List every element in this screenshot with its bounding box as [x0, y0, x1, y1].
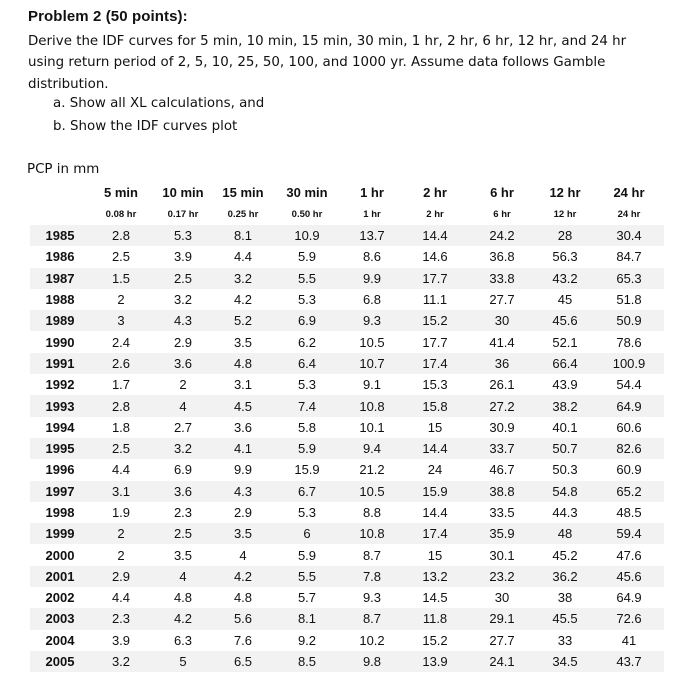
value-cell: 33.5 [489, 505, 515, 520]
value-cell: 3.5 [233, 526, 253, 542]
value-cell: 1.5 [111, 270, 131, 286]
value-cell: 5.9 [297, 547, 317, 563]
value-cell: 13.7 [359, 228, 385, 244]
value-cell: 1.9 [111, 505, 131, 520]
value-cell: 3.9 [111, 632, 131, 648]
year-cell: 2003 [45, 611, 75, 627]
value-cell: 43.7 [616, 654, 642, 670]
value-cell: 17.7 [422, 334, 448, 350]
duration-hours-header: 6 hr [493, 209, 511, 220]
value-cell: 10.5 [359, 334, 385, 350]
table-row [30, 459, 664, 480]
year-cell: 1991 [45, 355, 75, 371]
value-cell: 11.1 [422, 292, 448, 308]
value-cell: 5.5 [297, 568, 317, 584]
table-row [30, 502, 664, 523]
year-cell: 1985 [45, 228, 75, 244]
year-cell: 2004 [45, 632, 75, 648]
year-cell: 1993 [45, 398, 75, 414]
value-cell: 30.4 [616, 228, 642, 244]
value-cell: 100.9 [612, 355, 646, 371]
problem-statement [28, 31, 668, 95]
value-cell: 60.9 [616, 462, 642, 478]
table-row [30, 331, 664, 352]
value-cell: 27.7 [489, 292, 515, 308]
duration-header: 5 min [104, 184, 138, 200]
value-cell: 50.3 [552, 462, 578, 478]
duration-hours-row [30, 204, 664, 225]
value-cell: 2.5 [111, 441, 131, 457]
value-cell: 6.5 [233, 654, 253, 670]
value-cell: 5.9 [297, 441, 317, 457]
year-cell: 1989 [45, 313, 75, 329]
value-cell: 3.5 [173, 547, 193, 563]
value-cell: 14.5 [422, 590, 448, 606]
value-cell: 43.2 [552, 270, 578, 286]
value-cell: 9.3 [362, 313, 382, 329]
table-row [30, 395, 664, 416]
value-cell: 2.7 [173, 419, 193, 435]
year-cell: 1992 [45, 377, 75, 393]
value-cell: 4.3 [173, 313, 193, 329]
value-cell: 14.4 [422, 441, 448, 457]
year-cell: 1996 [45, 462, 75, 478]
value-cell: 54.8 [552, 483, 578, 499]
table-row [30, 523, 664, 544]
value-cell: 2.9 [173, 334, 193, 350]
value-cell: 4.8 [173, 590, 193, 606]
value-cell: 9.9 [233, 462, 253, 478]
value-cell: 3.1 [111, 483, 131, 499]
value-cell: 44.3 [552, 505, 578, 520]
value-cell: 6.7 [297, 483, 317, 499]
value-cell: 56.3 [552, 249, 578, 265]
value-cell: 45.6 [552, 313, 578, 329]
table-row [30, 374, 664, 395]
value-cell: 10.8 [359, 398, 385, 414]
value-cell: 4.2 [233, 568, 253, 584]
value-cell: 38.8 [489, 483, 515, 499]
value-cell: 2 [179, 377, 187, 393]
year-cell: 2001 [45, 568, 75, 584]
year-cell: 1998 [45, 505, 75, 520]
value-cell: 14.4 [422, 228, 448, 244]
value-cell: 45.2 [552, 547, 578, 563]
task-item-a: a. Show all XL calculations, and [53, 96, 265, 111]
value-cell: 3.9 [173, 249, 193, 265]
duration-header-row [30, 180, 664, 204]
value-cell: 15.2 [422, 632, 448, 648]
precipitation-table [30, 180, 664, 672]
value-cell: 2.9 [233, 505, 253, 520]
value-cell: 2 [117, 526, 125, 542]
value-cell: 41 [621, 632, 637, 648]
task-item-b: b. Show the IDF curves plot [53, 119, 238, 134]
table-row [30, 310, 664, 331]
value-cell: 38.2 [552, 398, 578, 414]
value-cell: 8.1 [297, 611, 317, 627]
value-cell: 2.8 [111, 228, 131, 244]
value-cell: 82.6 [616, 441, 642, 457]
year-cell: 1999 [45, 526, 75, 542]
value-cell: 6.4 [297, 355, 317, 371]
table-row [30, 544, 664, 565]
table-row [30, 246, 664, 267]
table-row [30, 417, 664, 438]
value-cell: 50.9 [616, 313, 642, 329]
table-row [30, 438, 664, 459]
year-cell: 1987 [45, 270, 75, 286]
value-cell: 4.2 [233, 292, 253, 308]
duration-header: 24 hr [613, 184, 645, 200]
value-cell: 65.3 [616, 270, 642, 286]
value-cell: 4.8 [233, 355, 253, 371]
value-cell: 2.8 [111, 398, 131, 414]
value-cell: 7.6 [233, 632, 253, 648]
table-row [30, 651, 664, 672]
value-cell: 5.9 [297, 249, 317, 265]
value-cell: 4.5 [233, 398, 253, 414]
value-cell: 2.9 [111, 568, 131, 584]
value-cell: 38 [557, 590, 573, 606]
value-cell: 6.8 [362, 292, 382, 308]
value-cell: 78.6 [616, 334, 642, 350]
value-cell: 48.5 [616, 505, 642, 520]
value-cell: 36 [494, 355, 510, 371]
value-cell: 10.1 [359, 419, 385, 435]
value-cell: 6.9 [173, 462, 193, 478]
value-cell: 24.2 [489, 228, 515, 244]
year-cell: 2000 [45, 547, 75, 563]
value-cell: 33 [557, 632, 573, 648]
value-cell: 59.4 [616, 526, 642, 542]
value-cell: 45 [557, 292, 573, 308]
value-cell: 64.9 [616, 590, 642, 606]
value-cell: 2.6 [111, 355, 131, 371]
value-cell: 15.8 [422, 398, 448, 414]
value-cell: 45.5 [552, 611, 578, 627]
table-row [30, 566, 664, 587]
value-cell: 30.1 [489, 547, 515, 563]
year-cell: 2005 [45, 654, 75, 670]
value-cell: 6.9 [297, 313, 317, 329]
value-cell: 8.1 [233, 228, 253, 244]
value-cell: 84.7 [616, 249, 642, 265]
duration-hours-header: 2 hr [426, 209, 444, 220]
year-header-blank [30, 204, 90, 225]
value-cell: 54.4 [616, 377, 642, 393]
problem-title: Problem 2 (50 points): [28, 8, 188, 25]
table-row [30, 225, 664, 246]
value-cell: 2.5 [173, 270, 193, 286]
value-cell: 3.1 [233, 377, 253, 393]
value-cell: 6.3 [173, 632, 193, 648]
value-cell: 52.1 [552, 334, 578, 350]
value-cell: 10.9 [294, 228, 320, 244]
duration-header: 6 hr [490, 184, 514, 200]
duration-hours-header: 0.50 hr [291, 209, 323, 220]
value-cell: 1.7 [111, 377, 131, 393]
year-cell: 1997 [45, 483, 75, 499]
value-cell: 15 [427, 547, 443, 563]
value-cell: 4 [179, 398, 187, 414]
value-cell: 8.7 [362, 547, 382, 563]
value-cell: 60.6 [616, 419, 642, 435]
value-cell: 66.4 [552, 355, 578, 371]
table-row [30, 587, 664, 608]
value-cell: 30 [494, 313, 510, 329]
year-cell: 1986 [45, 249, 75, 265]
table-row [30, 608, 664, 629]
value-cell: 2.3 [173, 505, 193, 520]
duration-hours-header: 0.17 hr [167, 209, 199, 220]
year-cell: 1990 [45, 334, 75, 350]
value-cell: 7.4 [297, 398, 317, 414]
duration-header: 12 hr [549, 184, 581, 200]
value-cell: 2 [117, 547, 125, 563]
value-cell: 4.4 [233, 249, 253, 265]
value-cell: 5.3 [173, 228, 193, 244]
value-cell: 26.1 [489, 377, 515, 393]
value-cell: 45.6 [616, 568, 642, 584]
value-cell: 50.7 [552, 441, 578, 457]
value-cell: 36.8 [489, 249, 515, 265]
year-cell: 1994 [45, 419, 75, 435]
value-cell: 13.9 [422, 654, 448, 670]
duration-header: 1 hr [360, 184, 384, 200]
value-cell: 5.3 [297, 292, 317, 308]
value-cell: 4.8 [233, 590, 253, 606]
value-cell: 2.5 [111, 249, 131, 265]
value-cell: 5.5 [297, 270, 317, 286]
value-cell: 48 [557, 526, 573, 542]
value-cell: 8.6 [362, 249, 382, 265]
value-cell: 10.2 [359, 632, 385, 648]
value-cell: 27.7 [489, 632, 515, 648]
statement-line: distribution. [28, 76, 109, 92]
value-cell: 5.3 [297, 377, 317, 393]
year-cell: 2002 [45, 590, 75, 606]
value-cell: 15.3 [422, 377, 448, 393]
value-cell: 17.4 [422, 355, 448, 371]
value-cell: 30 [494, 590, 510, 606]
unit-label: PCP in mm [27, 162, 100, 177]
duration-header: 10 min [162, 184, 204, 200]
value-cell: 5.7 [297, 590, 317, 606]
value-cell: 72.6 [616, 611, 642, 627]
value-cell: 65.2 [616, 483, 642, 499]
value-cell: 7.8 [362, 568, 382, 584]
value-cell: 28 [557, 228, 573, 244]
value-cell: 5.8 [297, 419, 317, 435]
value-cell: 34.5 [552, 654, 578, 670]
value-cell: 47.6 [616, 547, 642, 563]
value-cell: 3.2 [111, 654, 131, 670]
table-row [30, 630, 664, 651]
duration-hours-header: 12 hr [553, 209, 577, 220]
value-cell: 4.1 [233, 441, 253, 457]
value-cell: 2.3 [111, 611, 131, 627]
value-cell: 24 [427, 462, 443, 478]
value-cell: 23.2 [489, 568, 515, 584]
value-cell: 2.5 [173, 526, 193, 542]
value-cell: 15 [427, 419, 443, 435]
value-cell: 29.1 [489, 611, 515, 627]
value-cell: 3.6 [233, 419, 253, 435]
value-cell: 10.5 [359, 483, 385, 499]
value-cell: 4.4 [111, 590, 131, 606]
value-cell: 27.2 [489, 398, 515, 414]
value-cell: 5.3 [297, 505, 317, 520]
value-cell: 8.8 [362, 505, 382, 520]
value-cell: 5 [179, 654, 187, 670]
value-cell: 6.2 [297, 334, 317, 350]
value-cell: 5.2 [233, 313, 253, 329]
value-cell: 14.4 [422, 505, 448, 520]
value-cell: 3.2 [173, 292, 193, 308]
value-cell: 64.9 [616, 398, 642, 414]
statement-line: using return period of 2, 5, 10, 25, 50, 100, and 1000 yr. Assume data follows Gamble [28, 55, 606, 71]
value-cell: 36.2 [552, 568, 578, 584]
value-cell: 2.4 [111, 334, 131, 350]
value-cell: 4 [179, 568, 187, 584]
value-cell: 4.4 [111, 462, 131, 478]
value-cell: 43.9 [552, 377, 578, 393]
value-cell: 9.8 [362, 654, 382, 670]
duration-hours-header: 24 hr [617, 209, 641, 220]
value-cell: 35.9 [489, 526, 515, 542]
value-cell: 11.8 [422, 611, 448, 627]
table-row [30, 353, 664, 374]
value-cell: 17.4 [422, 526, 448, 542]
statement-line: Derive the IDF curves for 5 min, 10 min, 15 min, 30 min, 1 hr, 2 hr, 6 hr, 12 hr, and 24 hr [28, 34, 627, 49]
value-cell: 5.6 [233, 611, 253, 627]
value-cell: 2 [117, 292, 125, 308]
value-cell: 10.7 [359, 355, 385, 371]
duration-header: 30 min [286, 184, 328, 200]
value-cell: 8.7 [362, 611, 382, 627]
value-cell: 30.9 [489, 419, 515, 435]
year-cell: 1988 [45, 292, 75, 308]
value-cell: 24.1 [489, 654, 515, 670]
value-cell: 3.2 [233, 270, 253, 286]
value-cell: 9.4 [362, 441, 382, 457]
value-cell: 33.8 [489, 270, 515, 286]
value-cell: 3.2 [173, 441, 193, 457]
value-cell: 1.8 [111, 419, 131, 435]
duration-header: 15 min [222, 184, 264, 200]
value-cell: 9.1 [362, 377, 382, 393]
value-cell: 14.6 [422, 249, 448, 265]
value-cell: 4.2 [173, 611, 193, 627]
value-cell: 13.2 [422, 568, 448, 584]
table-row [30, 289, 664, 310]
value-cell: 9.3 [362, 590, 382, 606]
value-cell: 8.5 [297, 654, 317, 670]
value-cell: 51.8 [616, 292, 642, 308]
duration-hours-header: 0.25 hr [227, 209, 259, 220]
value-cell: 9.2 [297, 632, 317, 648]
value-cell: 4.3 [233, 483, 253, 499]
value-cell: 21.2 [359, 462, 385, 478]
value-cell: 15.9 [294, 462, 320, 478]
duration-hours-header: 0.08 hr [105, 209, 137, 220]
value-cell: 40.1 [552, 419, 578, 435]
year-cell: 1995 [45, 441, 75, 457]
value-cell: 3.6 [173, 355, 193, 371]
value-cell: 9.9 [362, 270, 382, 286]
value-cell: 15.2 [422, 313, 448, 329]
value-cell: 33.7 [489, 441, 515, 457]
value-cell: 10.8 [359, 526, 385, 542]
value-cell: 15.9 [422, 483, 448, 499]
duration-hours-header: 1 hr [363, 209, 381, 220]
table-row [30, 481, 664, 502]
duration-header: 2 hr [423, 184, 447, 200]
value-cell: 3 [117, 313, 125, 329]
table-body [30, 225, 664, 672]
value-cell: 4 [239, 547, 247, 563]
year-header-blank [30, 180, 90, 204]
value-cell: 46.7 [489, 462, 515, 478]
value-cell: 3.5 [233, 334, 253, 350]
table-row [30, 268, 664, 289]
value-cell: 3.6 [173, 483, 193, 499]
value-cell: 6 [303, 526, 311, 542]
value-cell: 41.4 [489, 334, 515, 350]
value-cell: 17.7 [422, 270, 448, 286]
